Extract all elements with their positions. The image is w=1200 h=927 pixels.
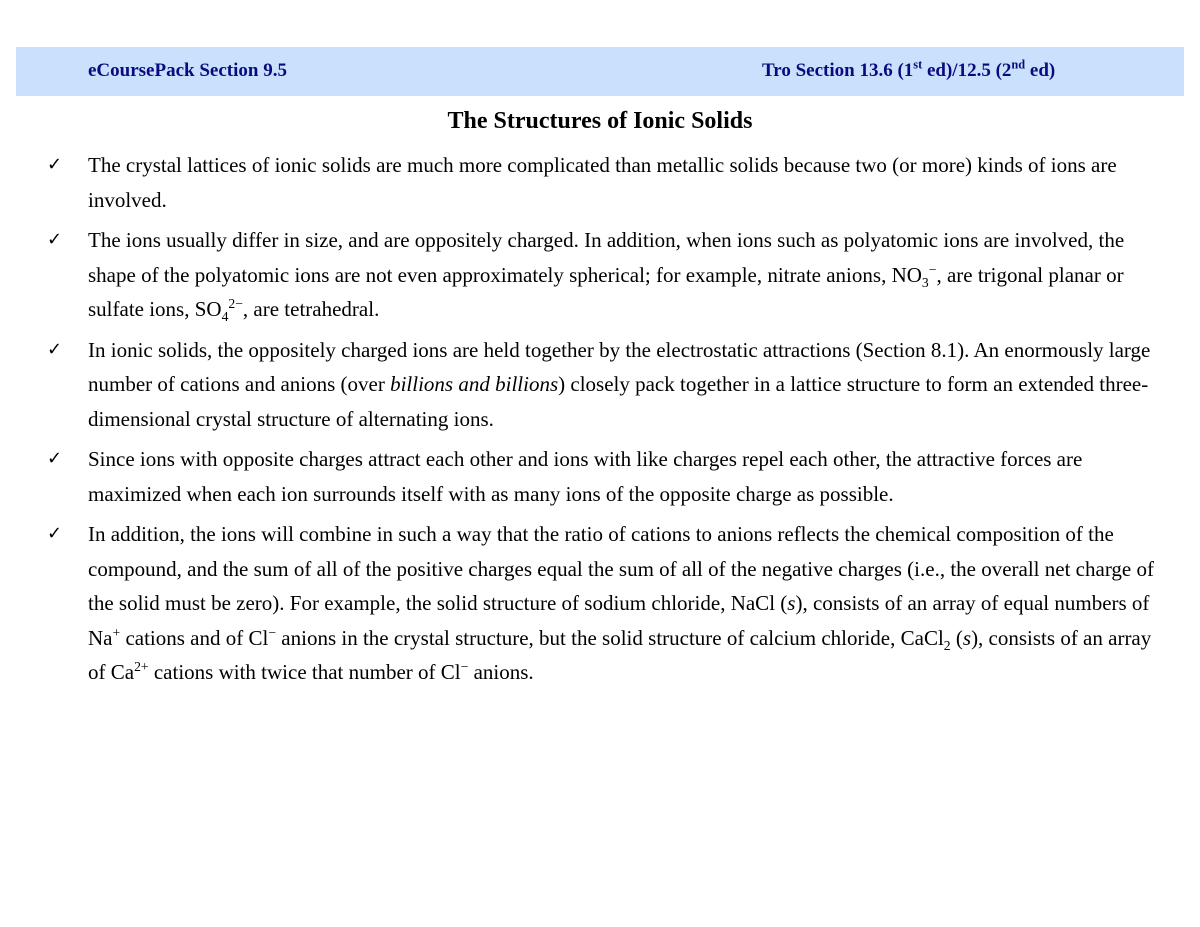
bullet-item — [0, 517, 1200, 690]
text-run: ), consists of an array of Ca — [88, 625, 1152, 684]
text-run: In addition, the ions will combine in such a way that the ratio of cations to anions reflects the chemical composition of the compound, and the sum of all of the positive charges equal the sum of all of the negative charges (i.e., the overall net charge of the solid must be zero). For example, the solid structure of sodium chloride, NaCl ( — [88, 522, 1154, 615]
superscript: st — [913, 57, 923, 72]
text-run: anions in the crystal structure, but the solid structure of calcium chloride, CaCl — [276, 625, 944, 650]
subscript: 2 — [943, 637, 951, 653]
bullet-text: Since ions with opposite charges attract each other and ions with like charges repel each other, the attractive forces are maximized when each ion surrounds itself with as many ions of the opposite charge as possible. — [88, 447, 1083, 506]
bullet-text — [88, 223, 1160, 327]
page-title: The Structures of Ionic Solids — [447, 108, 753, 134]
superscript: 2− — [228, 296, 243, 311]
text-run: ), consists of an array of equal numbers of Na — [88, 591, 1150, 650]
header-section-left: eCoursePack Section 9.5 — [88, 60, 287, 81]
bullet-item — [0, 148, 1200, 217]
bullet-item — [0, 333, 1200, 437]
italic-text: s — [787, 591, 796, 615]
bullet-item — [0, 442, 1200, 511]
bullet-text — [88, 517, 1160, 690]
text-run: cations and of Cl — [120, 625, 269, 650]
superscript: nd — [1011, 57, 1026, 72]
check-mark-icon: ✓ — [47, 229, 63, 250]
text-run: In ionic solids, the oppositely charged ions are held together by the electrostatic attractions (Section 8.1). An enormously large number of cations and anions (over — [88, 337, 1151, 396]
text-run: ( — [950, 625, 963, 650]
header-section-right — [762, 57, 1056, 82]
check-mark-icon: ✓ — [47, 154, 63, 175]
bullet-text — [88, 333, 1160, 437]
bullet-text: The crystal lattices of ionic solids are much more complicated than metallic solids because two (or more) kinds of ions are involved. — [88, 153, 1117, 212]
italic-text: s — [962, 625, 972, 650]
superscript: − — [928, 261, 937, 277]
check-mark-icon: ✓ — [47, 448, 63, 469]
text-run: cations with twice that number of Cl — [148, 660, 461, 684]
check-mark-icon: ✓ — [47, 338, 63, 360]
italic-text: billions and billions — [390, 372, 559, 396]
superscript: + — [112, 624, 121, 640]
subscript: 3 — [921, 274, 929, 290]
superscript: 2+ — [134, 659, 149, 674]
header-right-text: ed)/12.5 (2 — [922, 60, 1012, 81]
text-run: The ions usually differ in size, and are oppositely charged. In addition, when ions such as polyatomic ions are involved, the shape of the polyatomic ions are not even approximately spherical; for example, nitrate anions, NO — [88, 228, 1125, 287]
text-run: anions. — [468, 660, 534, 684]
header-right-text: ed) — [1025, 60, 1056, 81]
bullet-item — [0, 223, 1200, 327]
text-run: , are tetrahedral. — [242, 297, 380, 321]
superscript: − — [268, 624, 277, 640]
check-mark-icon: ✓ — [47, 523, 63, 544]
subscript: 4 — [221, 309, 229, 325]
superscript: − — [460, 659, 469, 674]
text-run: , are trigonal planar or sulfate ions, SO — [88, 262, 1124, 321]
text-run: ) closely pack together in a lattice structure to form an extended three-dimensional crystal structure of alternating ions. — [88, 372, 1149, 431]
header-right-text: Tro Section 13.6 (1 — [762, 60, 914, 81]
bullet-list — [0, 148, 1200, 696]
